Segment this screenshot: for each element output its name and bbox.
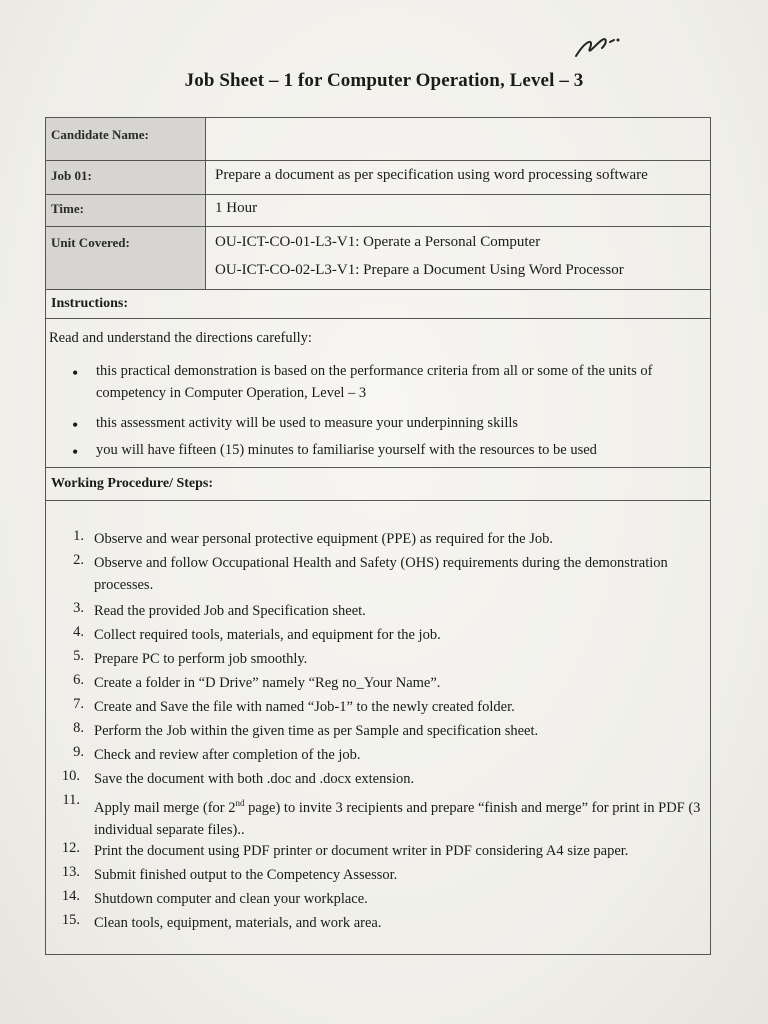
step-text: Read the provided Job and Specification sheet. bbox=[94, 603, 366, 619]
step-text: Clean tools, equipment, materials, and work area. bbox=[94, 915, 382, 931]
page-title: Job Sheet – 1 for Computer Operation, Level – 3 bbox=[184, 70, 584, 91]
step-text: Collect required tools, materials, and equipment for the job. bbox=[94, 627, 441, 643]
step-number: 3. bbox=[73, 600, 84, 616]
unit-value-2: OU-ICT-CO-02-L3-V1: Prepare a Document Using Word Processor bbox=[215, 262, 624, 278]
step-number: 12. bbox=[61, 840, 80, 856]
step-number: 14. bbox=[61, 888, 80, 904]
step-text: Create and Save the file with named “Job-1” to the newly created folder. bbox=[94, 699, 515, 715]
row-divider bbox=[45, 160, 711, 161]
time-value: 1 Hour bbox=[215, 200, 258, 216]
row-divider bbox=[45, 194, 711, 195]
bullet-icon: • bbox=[72, 442, 79, 462]
unit-value-1: OU-ICT-CO-01-L3-V1: Operate a Personal Computer bbox=[215, 234, 541, 250]
step-text: Save the document with both .doc and .docx extension. bbox=[94, 771, 415, 787]
step-number: 11. bbox=[62, 792, 80, 808]
bullet-icon: • bbox=[72, 415, 79, 435]
step-number: 15. bbox=[61, 912, 80, 928]
step-number: 8. bbox=[73, 720, 84, 736]
candidate-name-label: Candidate Name: bbox=[51, 127, 149, 142]
step-text: Prepare PC to perform job smoothly. bbox=[94, 651, 308, 667]
step-number: 13. bbox=[61, 864, 80, 880]
step-text: Perform the Job within the given time as per Sample and specification sheet. bbox=[94, 723, 539, 739]
step-number: 2. bbox=[73, 552, 84, 568]
step-text: Shutdown computer and clean your workplace. bbox=[94, 891, 368, 907]
job-value: Prepare a document as per specification using word processing software bbox=[215, 167, 648, 183]
step-number: 4. bbox=[73, 624, 84, 640]
step-number: 10. bbox=[61, 768, 80, 784]
bullet-icon: • bbox=[72, 363, 79, 383]
step-text-part: page) to invite 3 recipients and prepare “finish and merge” for print in PDF (3 individual separate files).. bbox=[94, 799, 701, 838]
step-number: 5. bbox=[73, 648, 84, 664]
step-text: Submit finished output to the Competency Assessor. bbox=[94, 867, 398, 883]
step-text: Observe and follow Occupational Health and Safety (OHS) requirements during the demonstration processes. bbox=[94, 555, 668, 593]
row-divider bbox=[45, 226, 711, 227]
instructions-heading: Instructions: bbox=[51, 296, 129, 311]
instruction-bullet: you will have fifteen (15) minutes to familiarise yourself with the resources to be used bbox=[96, 442, 597, 458]
instructions-intro: Read and understand the directions carefully: bbox=[49, 330, 312, 346]
step-text: Check and review after completion of the job. bbox=[94, 747, 361, 763]
step-number: 6. bbox=[73, 672, 84, 688]
column-divider bbox=[205, 117, 206, 289]
row-divider bbox=[45, 500, 711, 501]
job-label: Job 01: bbox=[51, 168, 92, 183]
step-text: Create a folder in “D Drive” namely “Reg no_Your Name”. bbox=[94, 675, 441, 691]
unit-covered-label: Unit Covered: bbox=[51, 235, 130, 250]
step-number: 7. bbox=[73, 696, 84, 712]
instruction-bullet: this assessment activity will be used to measure your underpinning skills bbox=[96, 415, 519, 431]
step-number: 1. bbox=[73, 528, 84, 544]
step-text: Print the document using PDF printer or document writer in PDF considering A4 size paper. bbox=[94, 843, 629, 859]
step-text bbox=[94, 792, 706, 841]
row-divider bbox=[45, 467, 711, 468]
row-divider bbox=[45, 289, 711, 290]
handwritten-mark bbox=[572, 34, 622, 62]
step-number: 9. bbox=[73, 744, 84, 760]
step-text: Observe and wear personal protective equipment (PPE) as required for the Job. bbox=[94, 531, 554, 547]
procedure-heading: Working Procedure/ Steps: bbox=[51, 476, 214, 491]
instruction-bullet: this practical demonstration is based on the performance criteria from all or some of the units of competency in Computer Operation, Level – 3 bbox=[96, 363, 653, 401]
row-divider bbox=[45, 318, 711, 319]
time-label: Time: bbox=[51, 201, 84, 216]
ordinal-superscript: nd bbox=[235, 798, 245, 808]
step-text-part: Apply mail merge (for 2 bbox=[94, 799, 236, 816]
